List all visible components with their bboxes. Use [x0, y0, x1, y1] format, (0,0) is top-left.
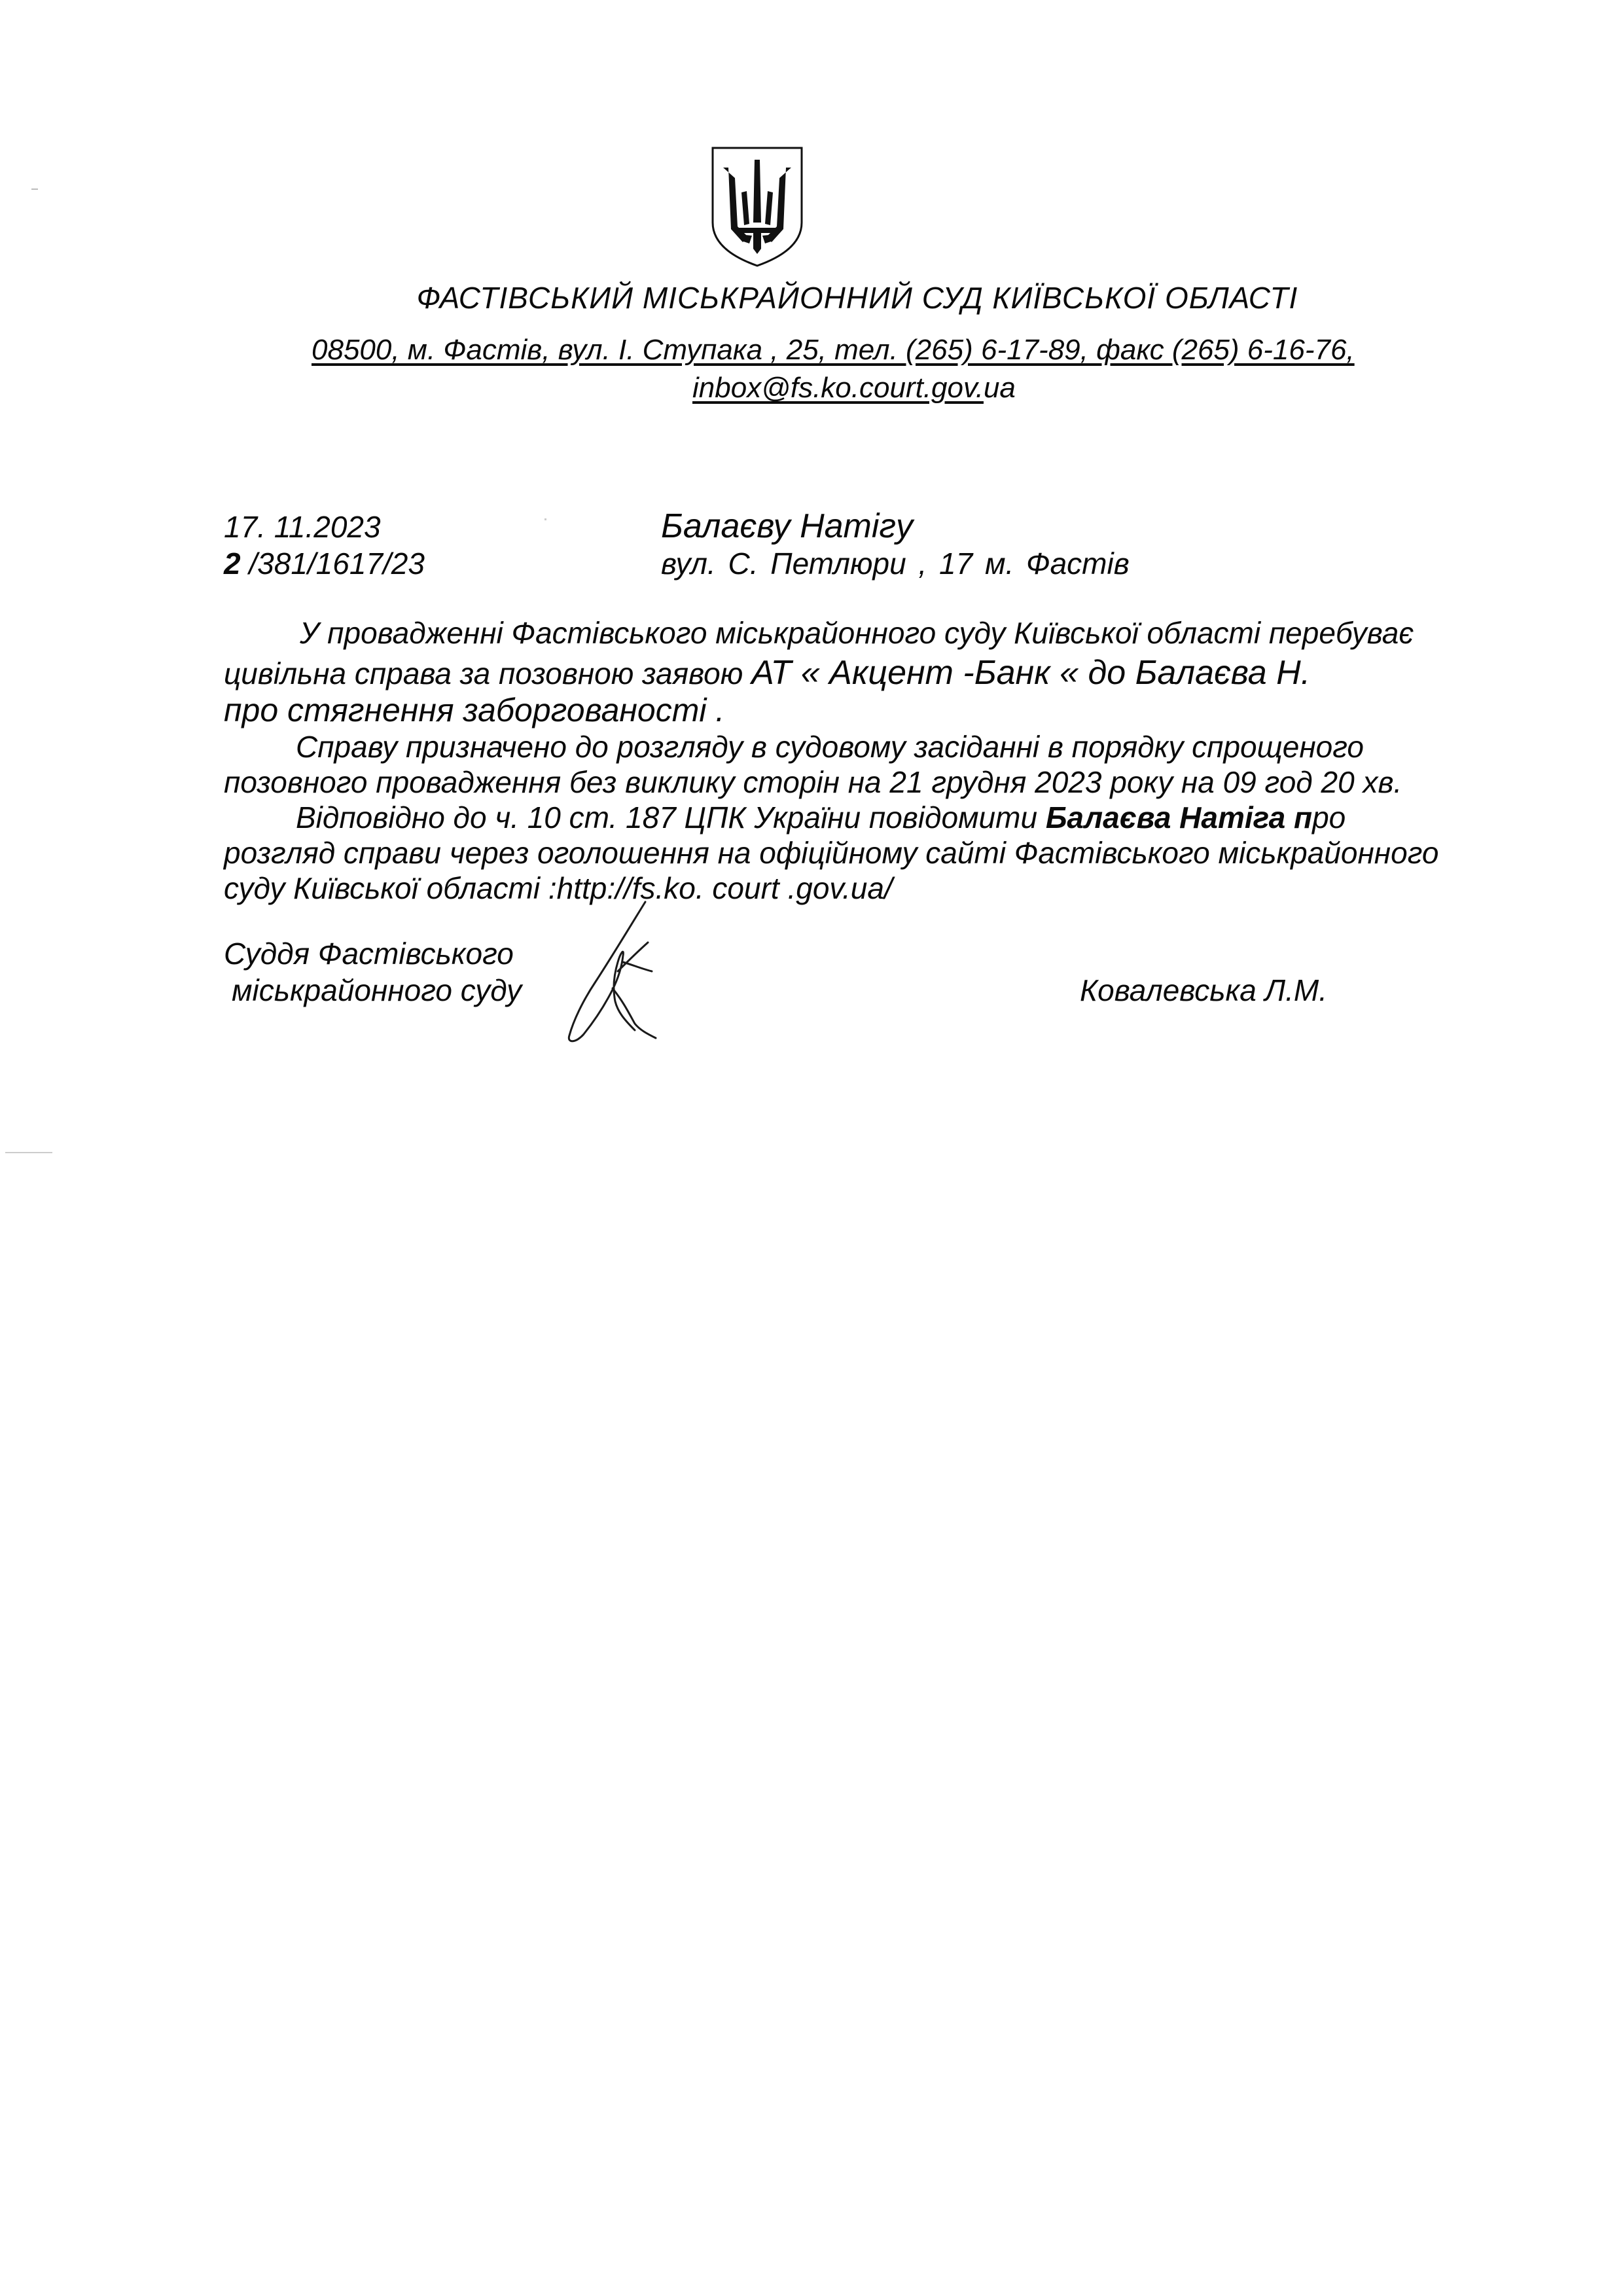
court-email-underlined: inbox@fs.ko.court.gov. — [692, 372, 984, 404]
judge-name: Ковалевська Л.М. — [1080, 973, 1327, 1007]
body-line-2 — [224, 653, 1310, 692]
court-address: 08500, м. Фастів, вул. І. Ступака , 25, тел. (265) 6-17-89, факс (265) 6-16-76, — [312, 334, 1355, 366]
body-line-2-a: цивільна справа за позовною заявою — [224, 656, 752, 691]
judge-title-line-1: Суддя Фастівського — [224, 937, 514, 971]
case-number-prefix: 2 — [224, 547, 241, 581]
court-name: ФАСТІВСЬКИЙ МІСЬКРАЙОННИЙ СУД КИЇВСЬКОЇ ОБЛАСТІ — [416, 281, 1298, 315]
body-line-6-c: ро — [1312, 800, 1346, 834]
body-line-2-b: АТ « Акцент -Банк « до Балаєва Н. — [751, 654, 1311, 692]
body-line-1: У провадженні Фастівського міськрайонного суду Київської області перебуває — [300, 616, 1414, 650]
scan-speck — [5, 1152, 52, 1153]
case-number-rest: /381/1617/23 — [240, 547, 425, 581]
defendant-name-bold: Балаєва Натіга п — [1045, 800, 1313, 834]
case-number — [224, 546, 425, 581]
body-line-5: позовного провадження без виклику сторін на 21 грудня 2023 року на 09 год 20 хв. — [224, 765, 1402, 799]
scan-speck — [31, 188, 38, 190]
judge-title-line-2: міськрайонного суду — [232, 973, 522, 1007]
court-email-tail: ua — [983, 372, 1016, 404]
body-line-6 — [296, 800, 1346, 835]
scan-speck — [544, 518, 546, 520]
body-line-6-a: Відповідно до ч. 10 ст. 187 ЦПК України повідомити — [296, 800, 1046, 834]
recipient-name: Балаєву Натігу — [661, 507, 914, 545]
body-line-3: про стягнення заборгованості . — [224, 692, 725, 728]
body-line-7: розгляд справи через оголошення на офіційному сайті Фастівського міськрайонного — [224, 836, 1439, 870]
body-line-4: Справу призначено до розгляду в судовому засіданні в порядку спрощеного — [296, 730, 1364, 764]
recipient-address: вул. С. Петлюри , 17 м. Фастів — [661, 547, 1130, 581]
court-email — [692, 372, 1016, 404]
trident-coat-of-arms-icon — [709, 145, 806, 268]
handwritten-signature — [550, 890, 668, 1047]
body-line-8: суду Київської області :http://fs.ko. court .gov.ua/ — [224, 871, 893, 905]
document-date: 17. 11.2023 — [224, 510, 381, 544]
